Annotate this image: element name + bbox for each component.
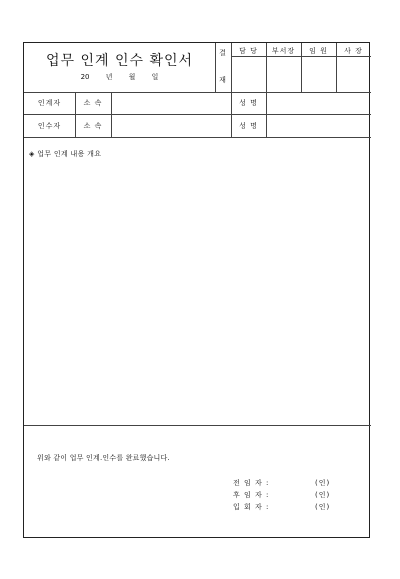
handover-form [23, 42, 370, 538]
name-label: 성 명 [239, 99, 258, 107]
approval-role-dept-head: 부서장 [271, 47, 296, 55]
row-role-label: 인계자 [37, 99, 62, 107]
seal-mark: (인) [315, 491, 331, 499]
handover-content-area[interactable] [25, 163, 370, 425]
approval-role-line [231, 56, 371, 57]
name-field[interactable] [267, 115, 370, 137]
name-label: 성 명 [239, 122, 258, 130]
completion-statement: 위와 같이 업무 인계.인수를 완료했습니다. [37, 454, 170, 462]
approval-label-top: 결 [219, 49, 227, 57]
approval-role-president: 사 장 [344, 47, 363, 55]
signer-label: 전 임 자 : [233, 479, 270, 487]
row-role-label: 인수자 [37, 122, 62, 130]
section-heading: ◈ 업무 인계 내용 개요 [29, 150, 102, 158]
signer-label: 후 임 자 : [233, 491, 270, 499]
seal-mark: (인) [315, 479, 331, 487]
approval-role-executive: 임 원 [309, 47, 328, 55]
row-separator [24, 137, 371, 138]
form-title: 업무 인계 인수 확인서 [45, 53, 194, 69]
approval-role-manager: 담 당 [239, 47, 258, 55]
dept-field[interactable] [112, 93, 230, 114]
dept-label: 소 속 [83, 122, 103, 130]
approval-label-bottom: 재 [219, 76, 227, 84]
dept-label: 소 속 [83, 99, 103, 107]
signer-label: 입 회 자 : [233, 503, 270, 511]
date-line: 20 년 월 일 [80, 73, 159, 81]
name-field[interactable] [267, 93, 370, 114]
seal-mark: (인) [315, 503, 331, 511]
dept-field[interactable] [112, 115, 230, 137]
section-separator [24, 425, 371, 426]
